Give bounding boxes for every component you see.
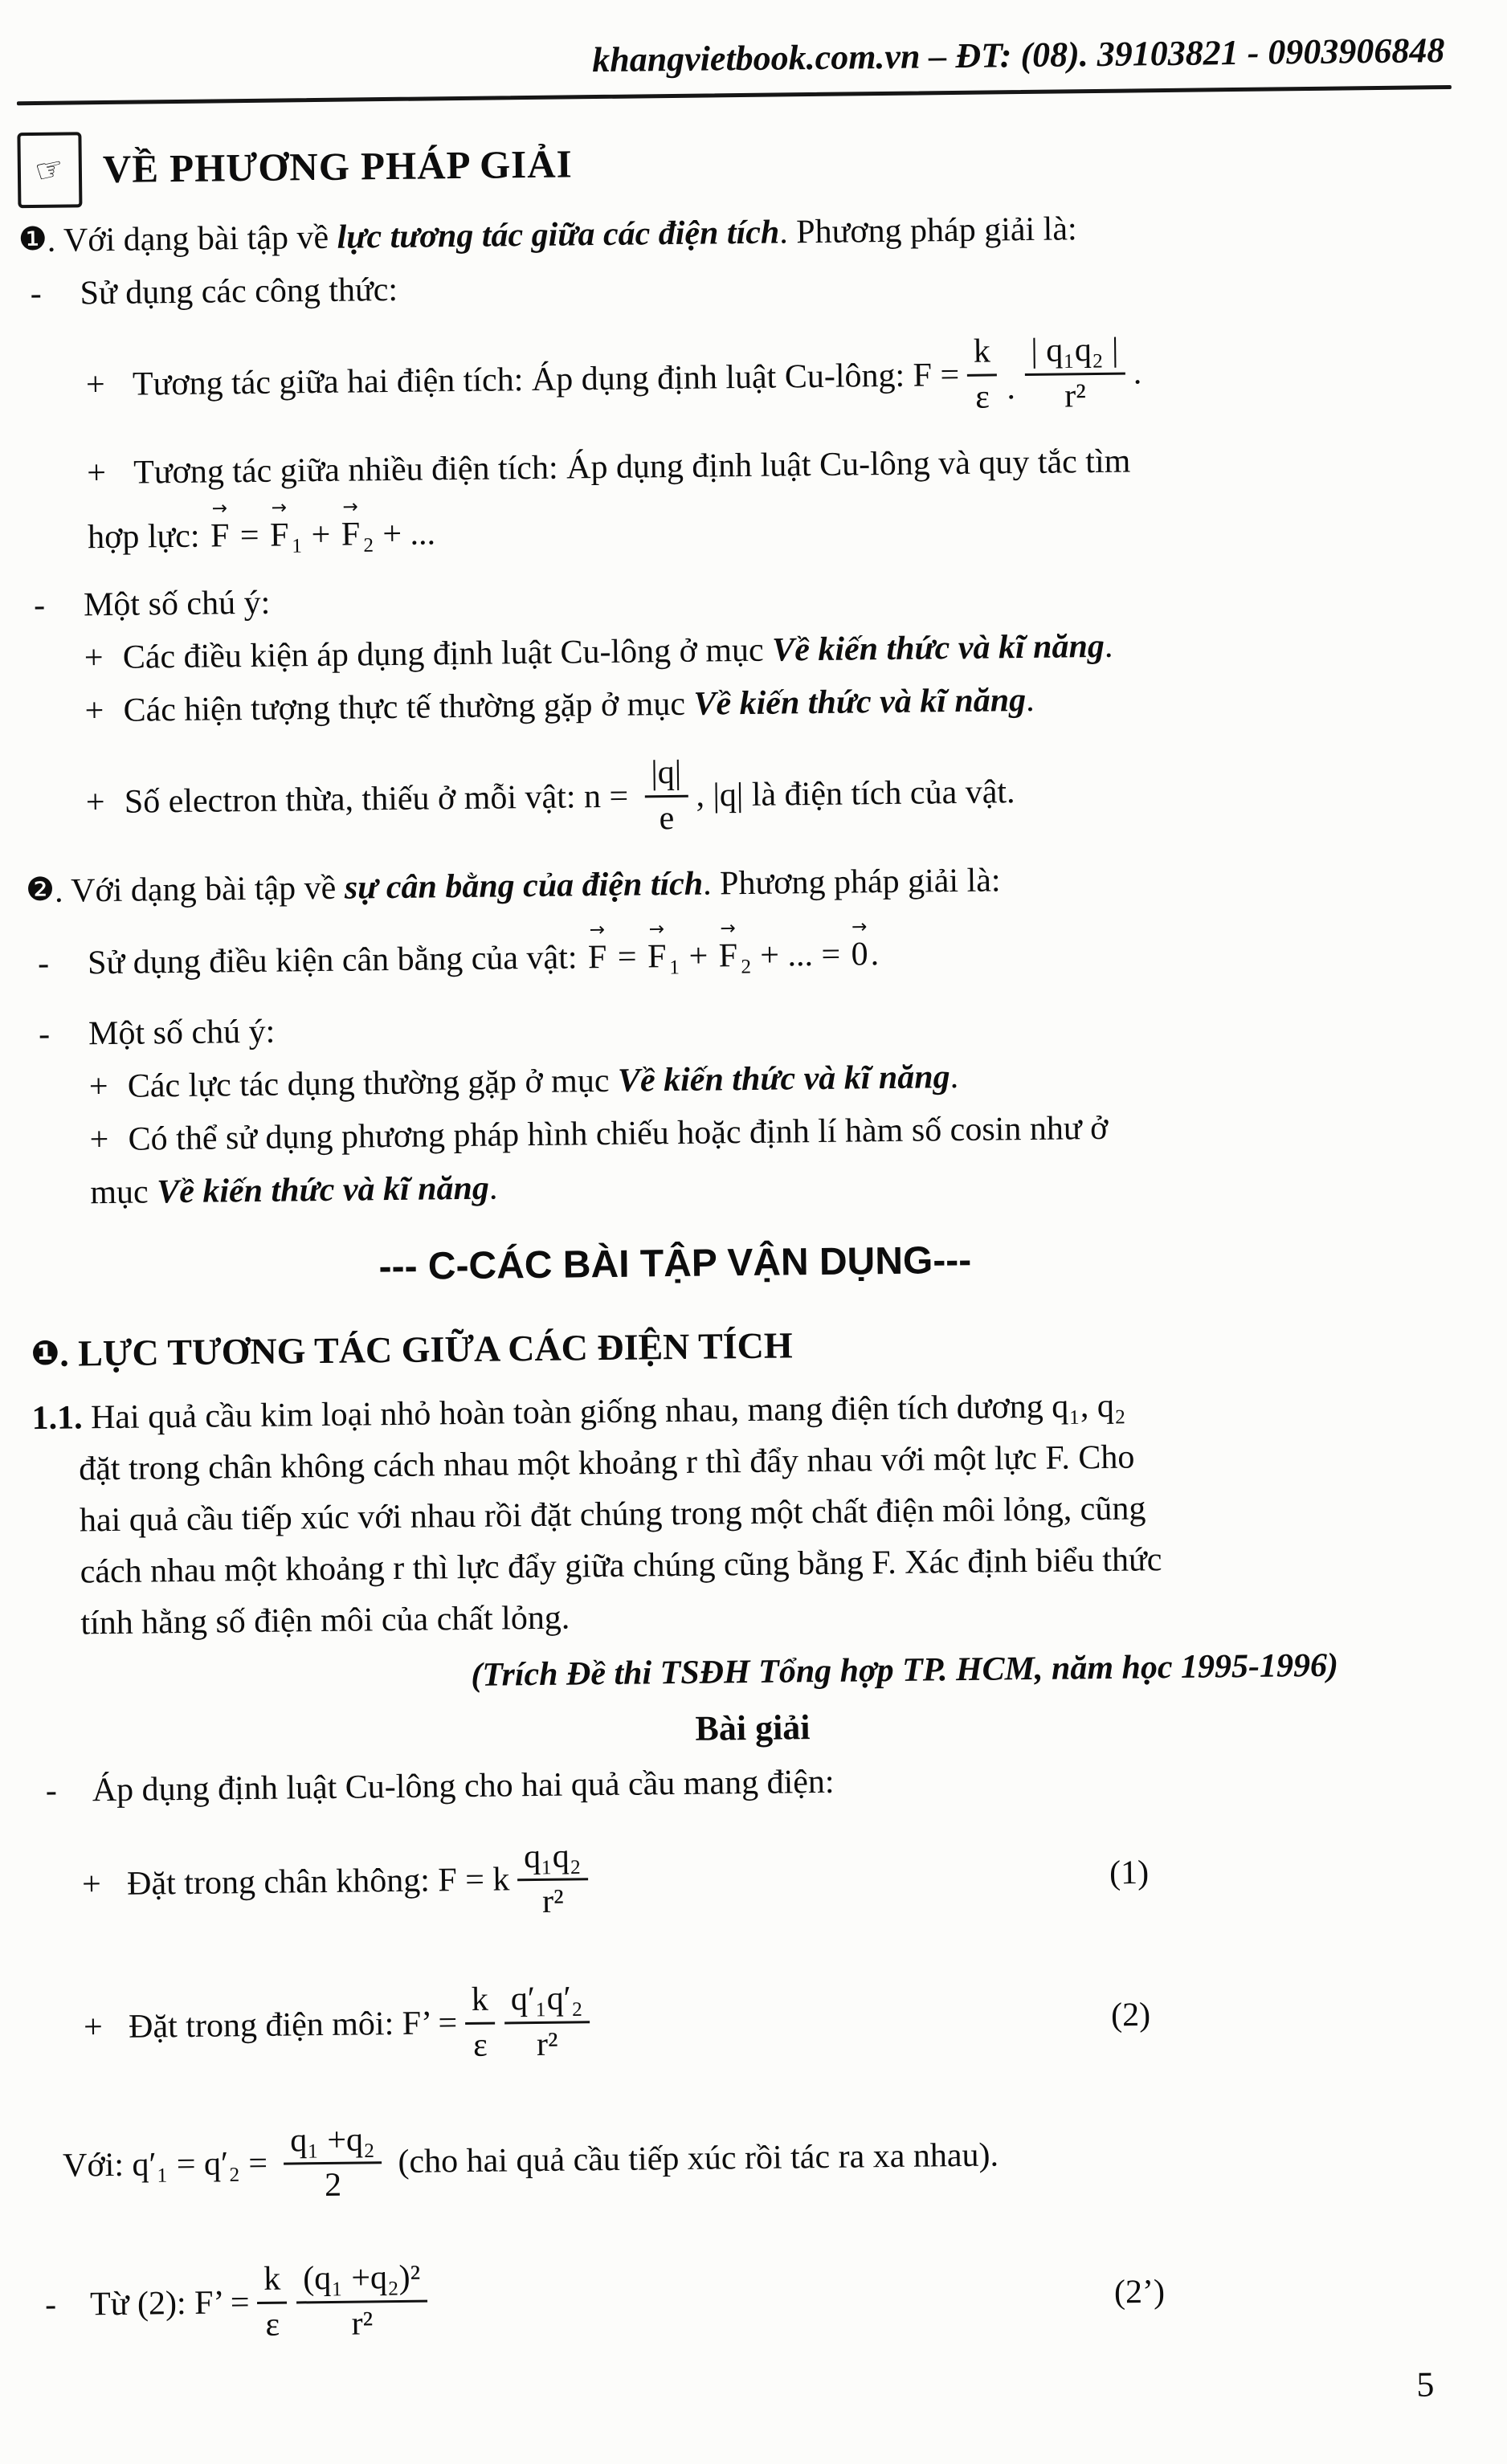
dot-separator: . (1007, 369, 1016, 407)
vector-letter: F (587, 938, 607, 977)
text-run: cách nhau một khoảng r thì lực đẩy giữa chúng cũng bằng F. Xác định biểu thức (80, 1541, 1162, 1591)
vector-F2 (341, 496, 361, 560)
text-run: Với: (62, 2146, 133, 2185)
text-run: . Với dạng bài tập về (47, 218, 337, 259)
dash-marker: - (44, 2286, 57, 2323)
denominator: r² (541, 1883, 564, 1920)
spacer (82, 1393, 91, 1443)
operator: + (688, 937, 709, 975)
vector-arrow: → (211, 497, 228, 520)
hand-glyph: ☞ (31, 149, 68, 192)
text-run: Từ (2): (89, 2284, 195, 2323)
method-title: VỀ PHƯƠNG PHÁP GIẢI (102, 141, 573, 192)
numerator: (q₁ +q₂)² (296, 2259, 427, 2303)
fraction-q-e (644, 754, 688, 838)
vector-letter: 0 (851, 936, 868, 973)
plus-marker: + (85, 783, 105, 821)
equation-2 (38, 1936, 1474, 2104)
denominator: ε (974, 378, 990, 416)
text-run: , |q| là điện tích của vật. (696, 773, 1015, 814)
vector-arrow: → (589, 919, 606, 940)
text-run: . (1133, 353, 1142, 391)
vector-arrow: → (271, 497, 288, 519)
denominator: r² (536, 2025, 558, 2063)
text-emphasis: Về kiến thức và kĩ năng (693, 682, 1027, 723)
spacer (680, 932, 689, 982)
problem-source: (Trích Đề thi TSĐH Tổng hợp TP. HCM, năm học 1995-1996) (471, 1646, 1339, 1694)
spacer (374, 509, 382, 560)
operator: + ... = (760, 936, 841, 974)
coulomb-formula-line (19, 309, 1456, 446)
plus-marker: + (89, 1121, 109, 1159)
text-run: . Phương pháp giải là: (778, 210, 1077, 251)
vector-F1 (647, 918, 667, 982)
dash-marker: - (30, 275, 42, 313)
note-3-electron-formula (24, 727, 1460, 863)
operator (231, 511, 240, 561)
text-run: đặt trong chân không cách nhau một khoảng r thì đẩy nhau với một lực F. Cho (79, 1438, 1135, 1488)
page-header (16, 24, 1452, 93)
numerator: | q₁q₂ | (1024, 332, 1125, 375)
spacer (609, 932, 618, 983)
dash-marker: - (38, 1015, 51, 1053)
vector-letter: F (269, 516, 289, 554)
equation-number-2-prime: (2’) (1113, 2273, 1166, 2311)
topic-title: . LỰC TƯƠNG TÁC GIỮA CÁC ĐIỆN TÍCH (59, 1324, 793, 1374)
plus-marker: + (88, 1068, 108, 1106)
denominator: r² (1064, 377, 1087, 414)
vector-arrow: → (648, 918, 665, 940)
bullet-1: ❶ (31, 1332, 60, 1373)
dash-marker: - (45, 1772, 58, 1809)
text-run: . (1104, 627, 1113, 665)
formula-lhs: F = (913, 356, 960, 394)
text-run: Tương tác giữa hai điện tích: Áp dụng định luật Cu-lông: (132, 357, 913, 403)
solution-title: Bài giải (695, 1707, 811, 1748)
text-run: Số electron thừa, thiếu ở mỗi vật: n = (124, 777, 637, 821)
text-run: . (1025, 681, 1035, 720)
denominator: ε (472, 2026, 488, 2064)
text-emphasis: sự cân bằng của điện tích (344, 865, 704, 907)
balance-condition-line (27, 912, 1462, 1010)
text-run: tính hằng số điện môi của chất lỏng. (80, 1599, 570, 1642)
vector-letter: F (718, 937, 738, 975)
dash-marker: - (37, 944, 50, 982)
text-run: Một số chú ý: (88, 1013, 276, 1053)
operator: + ... (382, 515, 436, 553)
equation-number-1: (1) (1109, 1854, 1150, 1891)
numerator: |q| (644, 754, 688, 798)
fraction-q1q2-r2 (1024, 332, 1125, 415)
operator: + (311, 516, 331, 554)
text-emphasis: lực tương tác giữa các điện tích (337, 214, 780, 256)
text-run: Hai quả cầu kim loại nhỏ hoàn toàn giống nhau, mang điện tích dương q₁, q₂ (90, 1387, 1126, 1437)
text-run: Sử dụng các công thức: (80, 271, 398, 312)
text-run: Các lực tác dụng thường gặp ở mục (127, 1062, 619, 1105)
fraction-q1-plus-q2-over-2 (284, 2121, 382, 2205)
text-run: . (950, 1059, 959, 1096)
denominator: r² (351, 2304, 374, 2343)
plus-marker: + (84, 692, 104, 730)
text-run: . Với dạng bài tập về (54, 869, 345, 910)
subscript: ₁ (668, 937, 681, 976)
text-run: . Phương pháp giải là: (702, 862, 1001, 903)
vector-letter: F (341, 516, 361, 553)
text-run: Đặt trong chân không: (126, 1862, 439, 1903)
bullet-2: ❷ (25, 871, 55, 909)
plus-marker: + (83, 2008, 104, 2046)
operator: = (239, 516, 259, 555)
text-run: Một số chú ý: (83, 584, 271, 624)
vector-letter: F (647, 938, 667, 976)
text-emphasis: Về kiến thức và kĩ năng (156, 1169, 490, 1211)
problem-number: 1.1. (31, 1399, 83, 1438)
subscript: ₁ (291, 516, 304, 554)
denominator: e (659, 799, 675, 837)
equation-2-prime (41, 2213, 1477, 2381)
numerator: q₁q₂ (517, 1838, 588, 1881)
spacer (751, 931, 760, 981)
spacer (708, 931, 717, 981)
formula-lhs: F = k (438, 1861, 510, 1899)
fraction-q1q2-r2 (504, 1981, 590, 2064)
plus-marker: + (81, 1866, 102, 1903)
text-run: Sử dụng điều kiện cân bằng của vật: (87, 939, 586, 982)
text-emphasis: Về kiến thức và kĩ năng (617, 1059, 950, 1099)
spacer (303, 510, 312, 561)
numerator: k (465, 1981, 496, 2024)
vector-arrow: → (720, 917, 736, 940)
vector-F (210, 497, 230, 561)
text-run: (cho hai quả cầu tiếp xúc rồi tác ra xa nhau). (389, 2136, 999, 2181)
vector-letter: F (210, 517, 230, 555)
formula-lhs: F’ = (402, 2004, 458, 2042)
bullet-1: ❶ (18, 220, 48, 259)
equation-number-2: (2) (1110, 1996, 1151, 2034)
vector-F (587, 919, 607, 983)
vector-arrow: → (342, 496, 358, 518)
denominator: ε (265, 2306, 280, 2344)
spacer (840, 930, 849, 981)
subscript: ₂ (361, 516, 375, 553)
text-run: hai quả cầu tiếp xúc với nhau rồi đặt chúng trong một chất điện môi lỏng, cũng (79, 1490, 1146, 1540)
fraction-q1q2-r2 (517, 1838, 588, 1921)
subscript: ₂ (739, 936, 753, 975)
plus-marker: + (86, 454, 107, 492)
text-run: hợp lực: (87, 517, 209, 557)
plus-marker: + (84, 639, 104, 677)
text-run: Áp dụng định luật Cu-lông cho hai quả cầu mang điện: (92, 1763, 835, 1809)
formula-lhs: q′₁ = q′₂ = (132, 2144, 276, 2184)
method-section-heading (17, 116, 1452, 208)
section-c-title: --- C-CÁC BÀI TẬP VẬN DỤNG--- (378, 1238, 972, 1289)
denominator: 2 (324, 2166, 342, 2205)
spacer (636, 932, 645, 982)
text-run: . (488, 1169, 498, 1207)
fraction-k-epsilon (967, 333, 998, 416)
text-run: Tương tác giữa nhiều điện tích: Áp dụng định luật Cu-lông và quy tắc tìm (133, 443, 1131, 492)
fraction-q1-plus-q2-squared-r2 (296, 2259, 427, 2344)
formula-lhs: F’ = (194, 2283, 250, 2322)
numerator: k (257, 2261, 288, 2303)
vector-F1 (269, 497, 289, 561)
numerator: q′₁q′₂ (504, 1981, 590, 2024)
page-number: 5 (1416, 2364, 1435, 2405)
operator: = (617, 938, 637, 976)
spacer (330, 510, 339, 561)
equation-1 (36, 1803, 1472, 1952)
vector-arrow: → (851, 916, 868, 938)
text-emphasis: Về kiến thức và kĩ năng (771, 627, 1105, 669)
plus-marker: + (85, 365, 105, 403)
fraction-k-epsilon (465, 1981, 496, 2064)
vector-zero (851, 916, 868, 980)
numerator: k (967, 333, 998, 376)
text-run: mục (90, 1173, 157, 1212)
dash-marker: - (33, 586, 46, 625)
text-run: . (870, 936, 880, 973)
spacer (259, 511, 268, 561)
text-run: Các điều kiện áp dụng định luật Cu-lông ở mục (122, 631, 773, 676)
text-run: Các hiện tượng thực tế thường gặp ở mục (123, 685, 694, 729)
header-text: khangvietbook.com.vn – ĐT: (08). 39103821 - 0903906848 (591, 31, 1445, 80)
text-run: Có thể sử dụng phương pháp hình chiếu hoặc định lí hàm số cosin như ở (128, 1109, 1109, 1158)
fraction-k-epsilon (257, 2261, 288, 2344)
with-line (39, 2088, 1476, 2229)
vector-F2 (718, 917, 738, 981)
numerator: q₁ +q₂ (284, 2121, 382, 2164)
pointing-hand-icon (17, 132, 82, 208)
text-run: Đặt trong điện môi: (128, 2005, 403, 2046)
